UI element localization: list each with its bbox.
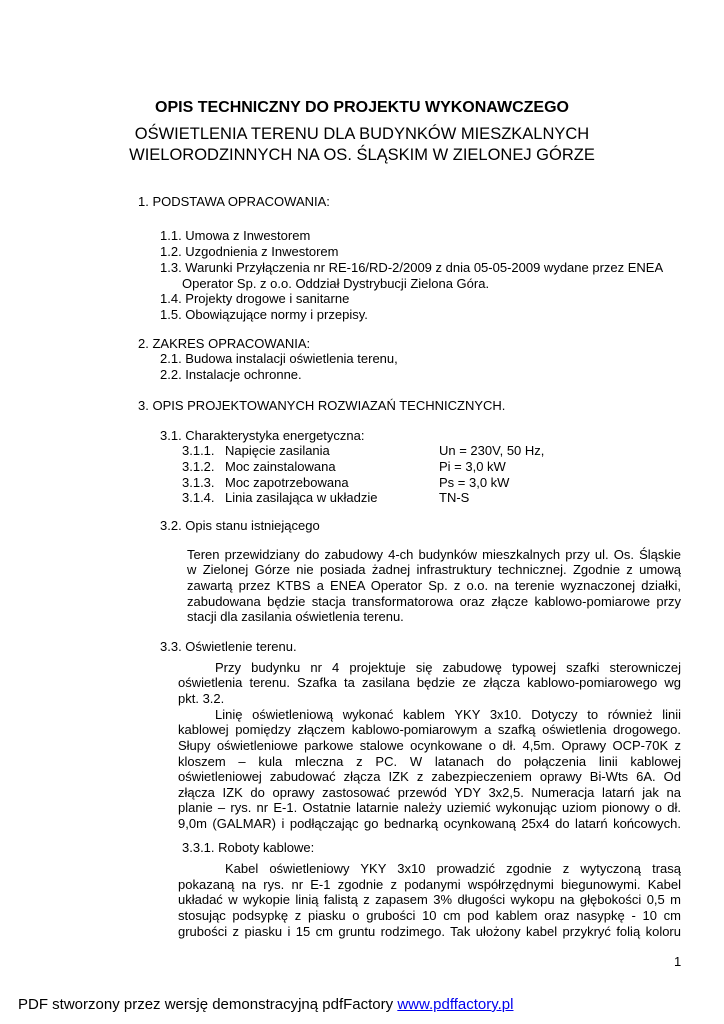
subsection-3-2-heading: 3.2. Opis stanu istniejącego [160, 518, 320, 533]
spec-value: Pi = 3,0 kW [439, 459, 506, 474]
list-item: 2.1. Budowa instalacji oświetlenia terenu, [160, 351, 398, 366]
spec-number: 3.1.2. [182, 459, 215, 474]
footer-link[interactable]: www.pdffactory.pl [397, 996, 514, 1013]
paragraph-line: oświetlenia terenu. Szafka ta zasilana będzie ze złącza kablowo-pomiarowego wg [178, 675, 681, 690]
paragraph-line: Teren przewidziany do zabudowy 4-ch budynków mieszkalnych przy ul. Os. Śląskie [187, 547, 681, 562]
paragraph-line: układać w wykopie linią falistą z zapasem 3% długości wykopu na głębokości 0,5 m [178, 892, 681, 907]
section-3-heading: 3. OPIS PROJEKTOWANYCH ROZWIAZAŃ TECHNICZNYCH. [138, 398, 506, 413]
paragraph-line: Kabel oświetleniowy YKY 3x10 prowadzić zgodnie z wytyczoną trasą [225, 861, 681, 876]
paragraph-line: planie – rys. nr E-1. Ostatnie latarnie należy uziemić wykonując uziom pionowy o dł. [178, 800, 681, 815]
paragraph-line: stacji dla zasilania oświetlenia terenu. [187, 609, 404, 624]
spec-value: Ps = 3,0 kW [439, 475, 510, 490]
spec-value: Un = 230V, 50 Hz, [439, 443, 545, 458]
paragraph-line: 9,0m (GALMAR) i podłączając go bednarką ocynkowaną 25x4 do latarń końcowych. [178, 816, 681, 831]
document-subtitle-line-1: OŚWIETLENIA TERENU DLA BUDYNKÓW MIESZKALNYCH [134, 125, 590, 143]
spec-number: 3.1.3. [182, 475, 215, 490]
list-item: 1.1. Umowa z Inwestorem [160, 228, 311, 243]
list-item: 1.5. Obowiązujące normy i przepisy. [160, 307, 368, 322]
subsection-3-3-1-heading: 3.3.1. Roboty kablowe: [182, 840, 315, 855]
list-item: 1.2. Uzgodnienia z Inwestorem [160, 244, 339, 259]
footer-text: PDF stworzony przez wersję demonstracyjną pdfFactory [18, 996, 398, 1013]
paragraph-line: pokazaną na rys. nr E-1 zgodnie z podanymi współrzędnymi biegunowymi. Kabel [178, 877, 681, 892]
paragraph-line: kablowej pomiędzy złączem kablowo-pomiarowym a szafką oświetlenia drogowego. [178, 722, 681, 737]
paragraph-line: zawartą przez KTBS a ENEA Operator Sp. z o.o. na terenie wyznaczonej działki, [187, 578, 681, 593]
page-number: 1 [674, 954, 682, 969]
paragraph-line: pkt. 3.2. [178, 691, 225, 706]
paragraph-line: w Zielonej Górze nie posiada żadnej infrastruktury technicznej. Zgodnie z umową [187, 562, 681, 577]
paragraph-line: Słupy oświetleniowe parkowe stalowe ocynkowane o dł. 4,5m. Oprawy OCP-70K z [178, 738, 681, 753]
pdf-footer [18, 996, 513, 1013]
spec-label: Napięcie zasilania [225, 443, 330, 458]
spec-number: 3.1.4. [182, 490, 215, 505]
paragraph-line: kloszem – kula mleczna z PC. W latanach do połączenia linii kablowej [178, 754, 681, 769]
spec-number: 3.1.1. [182, 443, 215, 458]
subsection-3-1-heading: 3.1. Charakterystyka energetyczna: [160, 428, 365, 443]
document-title: OPIS TECHNICZNY DO PROJEKTU WYKONAWCZEGO [155, 99, 569, 116]
spec-label: Linia zasilająca w układzie [225, 490, 378, 505]
paragraph-line: Przy budynku nr 4 projektuje się zabudowę typowej szafki sterowniczej [215, 660, 681, 675]
list-item-continuation: Operator Sp. z o.o. Oddział Dystrybucji Zielona Góra. [182, 276, 490, 291]
paragraph-line: złącza IZK do oprawy zastosować przewód YDY 3x2,5. Numeracja latarń jak na [178, 785, 681, 800]
spec-label: Moc zapotrzebowana [225, 475, 349, 490]
section-1-heading: 1. PODSTAWA OPRACOWANIA: [138, 194, 330, 209]
subsection-3-3-heading: 3.3. Oświetlenie terenu. [160, 639, 297, 654]
spec-value: TN-S [439, 490, 470, 505]
paragraph-line: Linię oświetleniową wykonać kablem YKY 3x10. Dotyczy to również linii [215, 707, 681, 722]
paragraph-line: zabudowana będzie stacja transformatorowa oraz złącze kablowo-pomiarowe przy [187, 594, 681, 609]
section-2-heading: 2. ZAKRES OPRACOWANIA: [138, 336, 311, 351]
document-subtitle-line-2: WIELORODZINNYCH NA OS. ŚLĄSKIM W ZIELONEJ GÓRZE [129, 146, 595, 164]
paragraph-line: oświetleniowej zabudować złącza IZK z zabezpieczeniem oprawy Bi-Wts 6A. Od [178, 769, 681, 784]
list-item: 2.2. Instalacje ochronne. [160, 367, 302, 382]
list-item: 1.4. Projekty drogowe i sanitarne [160, 291, 350, 306]
spec-label: Moc zainstalowana [225, 459, 336, 474]
paragraph-line: grubości z piasku i 15 cm gruntu rodzimego. Tak ułożony kabel przykryć folią koloru [178, 924, 681, 939]
paragraph-line: stosując podsypkę z piasku o grubości 10 cm pod kablem oraz nasypkę - 10 cm [178, 908, 681, 923]
list-item: 1.3. Warunki Przyłączenia nr RE-16/RD-2/2009 z dnia 05-05-2009 wydane przez ENEA [160, 260, 664, 275]
